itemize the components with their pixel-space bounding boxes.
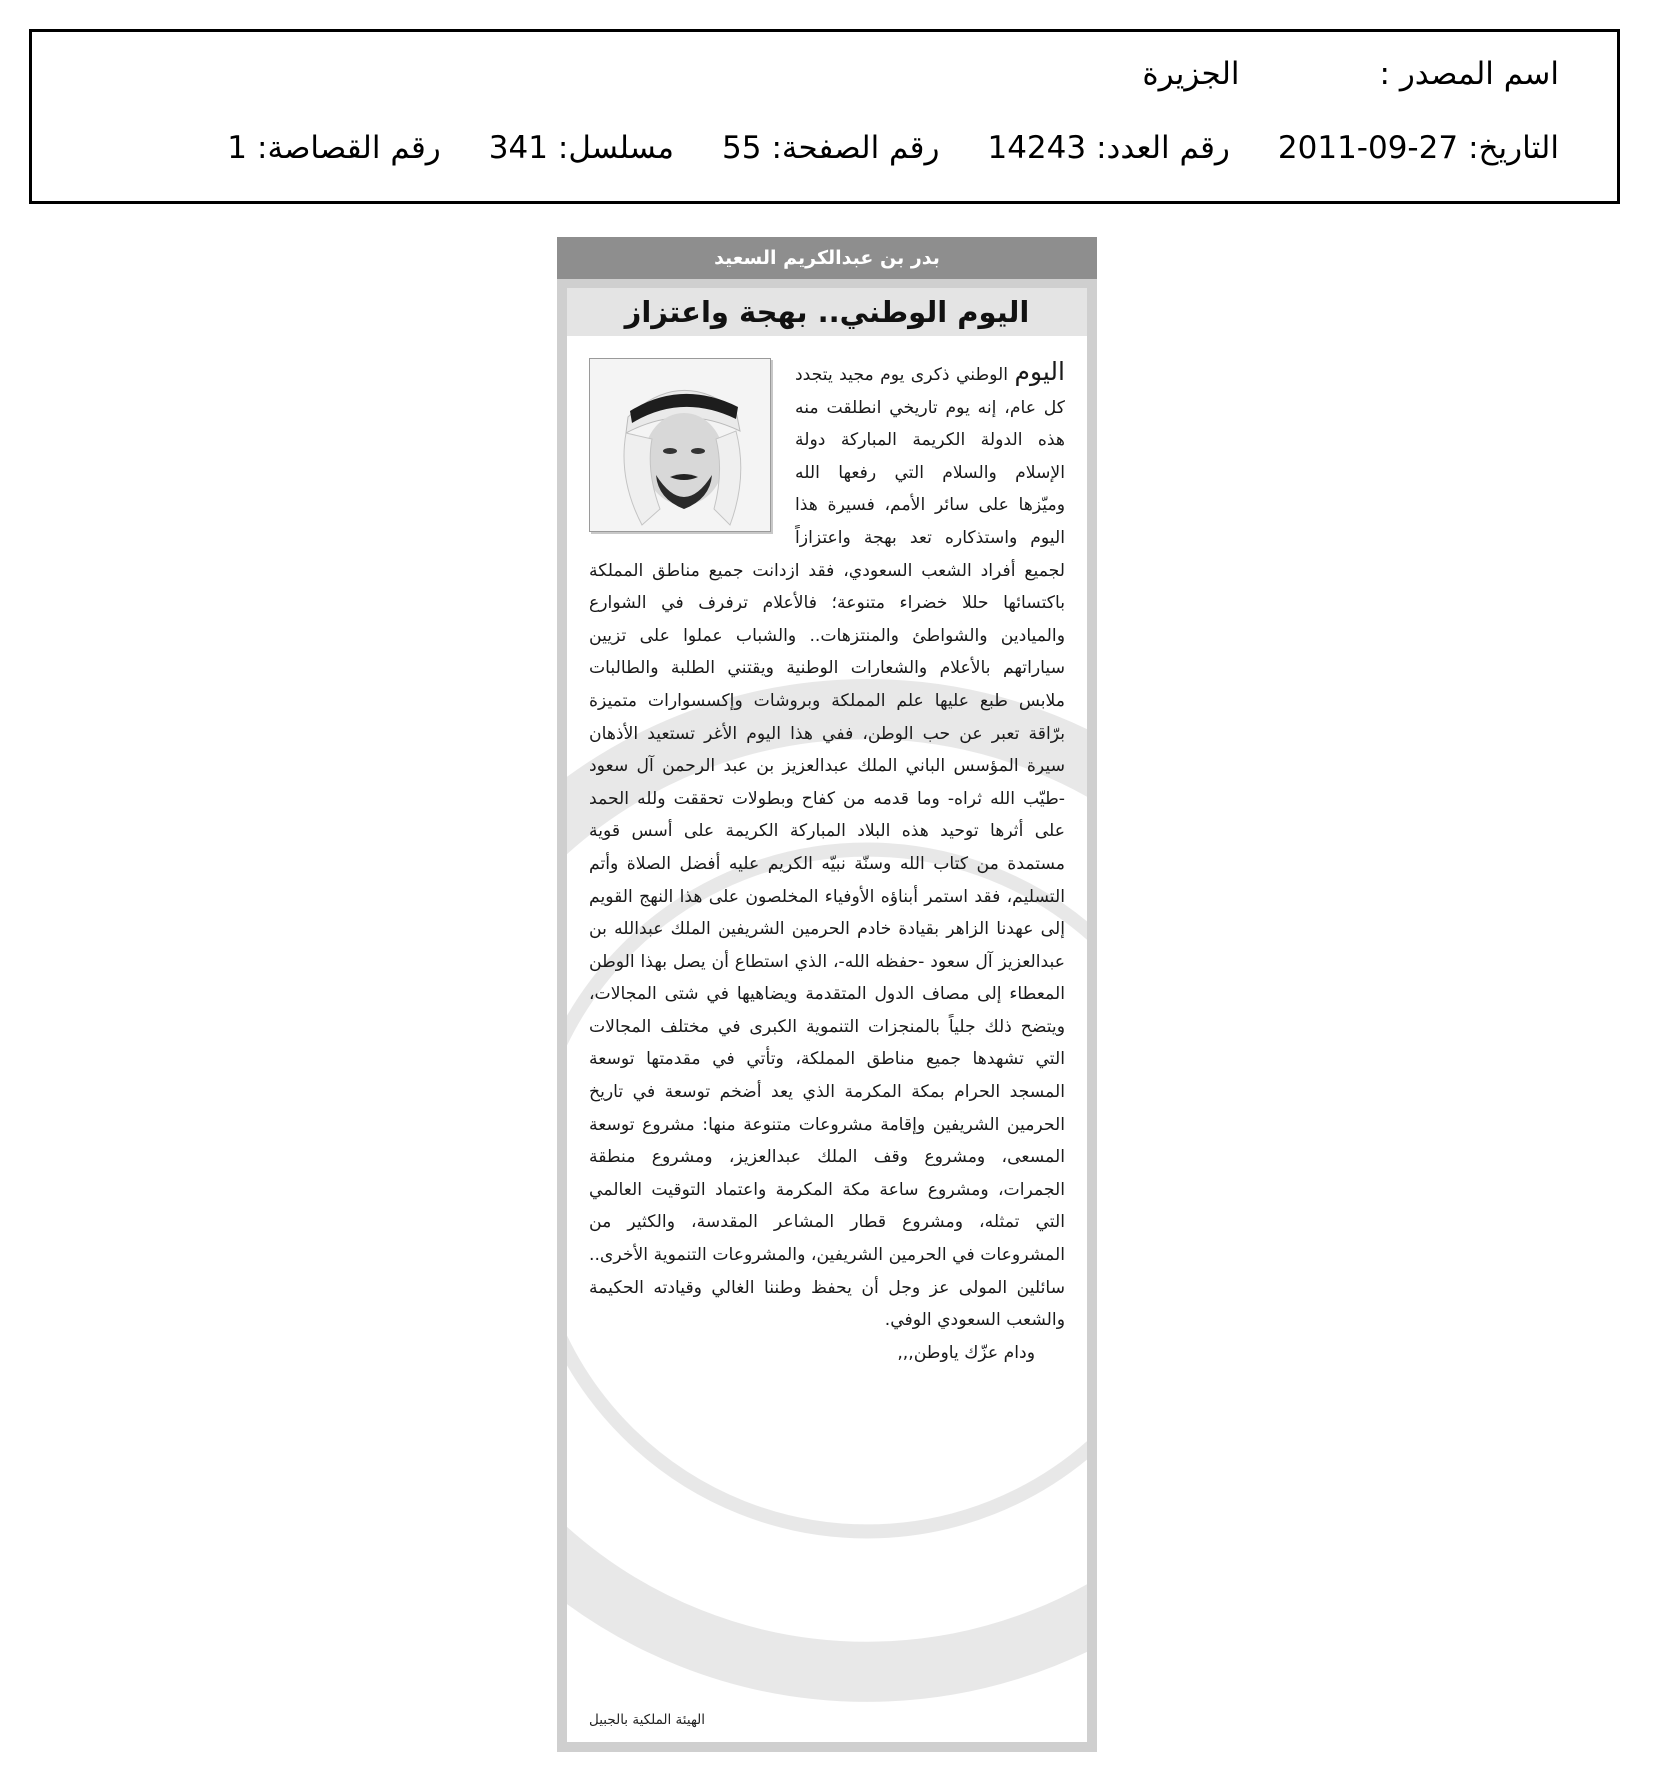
source-value: الجزيرة	[1142, 56, 1240, 92]
clipping-body	[567, 288, 1087, 1742]
source-metadata-box	[29, 29, 1620, 204]
page-label: رقم الصفحة:	[771, 130, 940, 166]
author-portrait	[589, 358, 771, 532]
issue-label: رقم العدد:	[1096, 130, 1230, 166]
article-closing: ودام عزّك ياوطن,,,	[897, 1342, 1035, 1363]
clip-value: 1	[227, 130, 248, 166]
date-value: 2011-09-27	[1277, 130, 1459, 166]
page-field	[722, 130, 939, 166]
page-value: 55	[722, 130, 762, 166]
issue-field	[987, 130, 1229, 166]
article-body: الوطني ذكرى يوم مجيد يتجدد كل عام، إنه يوم تاريخي انطلقت منه هذه الدولة الكريمة المباركة دولة الإسلام والسلام التي رفعها الله وميّزها على سائر الأمم، فسيرة هذا اليوم واستذكاره تعد بهجة واعتزازاً لجميع أفراد الشعب السعودي، فقد ازدانت جميع مناطق المملكة باكتسائها حللا خضراء متنوعة؛ فالأعلام ترفرف في الشوارع والميادين والشواطئ والمنتزهات.. والشباب عملوا على تزيين سياراتهم بالأعلام والشعارات الوطنية ويقتني الطلبة والطالبات ملابس طبع عليها علم المملكة وبروشات وإكسسوارات متميزة برّاقة تعبر عن حب الوطن، ففي هذا اليوم الأغر تستعيد الأذهان سيرة المؤسس الباني الملك عبدالعزيز بن عبد الرحمن آل سعود -طيّب الله ثراه- وما قدمه من كفاح وبطولات تحققت ولله الحمد على أثرها توحيد هذه البلاد المباركة الكريمة على أسس قوية مستمدة من كتاب الله وسنّة نبيّه الكريم عليه أفضل الصلاة وأتم التسليم، فقد استمر أبناؤه الأوفياء المخلصون على هذا النهج القويم إلى عهدنا الزاهر بقيادة خادم الحرمين الشريفين الملك عبدالله بن عبدالعزيز آل سعود -حفظه الله-، الذي استطاع أن يصل بهذا الوطن المعطاء إلى مصاف الدول المتقدمة ويضاهيها في شتى المجالات، ويتضح ذلك جلياً بالمنجزات التنموية الكبرى في مختلف المجالات التي تشهدها جميع مناطق المملكة، وتأتي في مقدمتها توسعة المسجد الحرام بمكة المكرمة الذي يعد أضخم توسعة في تاريخ الحرمين الشريفين وإقامة مشروعات متنوعة منها: مشروع توسعة المسعى، ومشروع وقف الملك عبدالعزيز، ومشروع منطقة الجمرات، ومشروع ساعة مكة المكرمة واعتماد التوقيت العالمي التي تمثله، ومشروع قطار المشاعر المقدسة، والكثير من المشروعات في الحرمين الشريفين، والمشروعات التنموية الأخرى.. سائلين المولى عز وجل أن يحفظ وطننا الغالي وقيادته الحكيمة والشعب السعودي الوفي.	[589, 365, 1065, 1331]
date-field	[1278, 130, 1559, 166]
source-row	[72, 56, 1559, 92]
issue-value: 14243	[987, 130, 1087, 166]
source-label: اسم المصدر :	[1379, 56, 1559, 92]
article-lead-word: اليوم	[1014, 357, 1065, 386]
newspaper-clipping	[557, 237, 1097, 1752]
serial-field	[489, 130, 674, 166]
author-photo-icon	[590, 359, 770, 531]
clip-label: رقم القصاصة:	[257, 130, 441, 166]
article-headline: اليوم الوطني.. بهجة واعتزاز	[567, 288, 1087, 336]
serial-value: 341	[488, 130, 548, 166]
author-affiliation: الهيئة الملكية بالجبيل	[589, 1712, 706, 1728]
serial-label: مسلسل:	[557, 130, 675, 166]
clip-field	[227, 130, 440, 166]
author-byline: بدر بن عبدالكريم السعيد	[557, 237, 1097, 279]
date-label: التاريخ:	[1468, 130, 1559, 166]
details-row	[72, 130, 1559, 166]
article-text	[589, 356, 1065, 1690]
